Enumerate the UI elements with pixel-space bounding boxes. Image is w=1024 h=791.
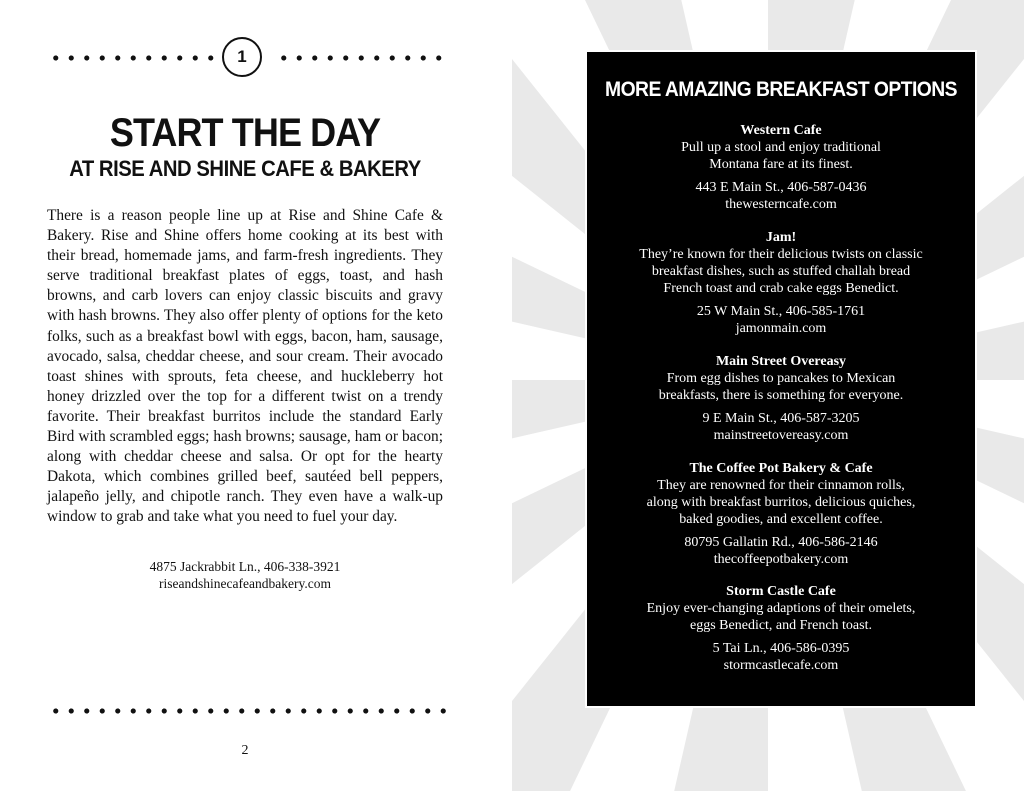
listing-website: mainstreetovereasy.com [713, 428, 849, 443]
listing-description-line: Enjoy ever-changing adaptions of their omelets, [646, 601, 916, 616]
panel-title: MORE AMAZING BREAKFAST OPTIONS [605, 78, 957, 101]
sidebar-panel [585, 50, 977, 708]
listing-name: Western Cafe [740, 123, 822, 138]
listing-website: jamonmain.com [735, 321, 827, 336]
listing-western-cafe [587, 122, 975, 213]
listing-description-line: eggs Benedict, and French toast. [690, 618, 872, 633]
listing-description-line: baked goodies, and excellent coffee. [679, 512, 883, 527]
listing-name: The Coffee Pot Bakery & Cafe [689, 461, 873, 476]
listing-address: 5 Tai Ln., 406-586-0395 [712, 641, 850, 656]
listing-address: 443 E Main St., 406-587-0436 [695, 180, 867, 195]
listing-storm-castle-cafe [587, 583, 975, 674]
listing-website: stormcastlecafe.com [723, 658, 839, 673]
listing-main-street-overeasy [587, 353, 975, 444]
right-page [512, 0, 1024, 791]
listing-description-line: along with breakfast burritos, delicious quiches, [646, 495, 916, 510]
page-number: 2 [241, 743, 249, 758]
listing-address: 9 E Main St., 406-587-3205 [702, 411, 860, 426]
listing-jam [587, 229, 975, 337]
listing-name: Main Street Overeasy [715, 354, 847, 369]
listing-description-line: They are renowned for their cinnamon rolls, [657, 478, 905, 493]
listing-website: thewesterncafe.com [725, 197, 837, 212]
listing-address: 80795 Gallatin Rd., 406-586-2146 [684, 535, 878, 550]
dotted-rule-left-segment [48, 55, 218, 61]
listing-description-line: French toast and crab cake eggs Benedict. [663, 281, 899, 296]
page-title: START THE DAY [109, 111, 381, 155]
featured-website: riseandshinecafeandbakery.com [159, 576, 331, 591]
listing-description-line: Pull up a stool and enjoy traditional [681, 140, 881, 155]
listing-description-line: breakfasts, there is something for everyone. [658, 388, 904, 403]
listing-description-line: From egg dishes to pancakes to Mexican [666, 371, 896, 386]
featured-address: 4875 Jackrabbit Ln., 406-338-3921 [149, 559, 341, 574]
listing-name: Storm Castle Cafe [726, 584, 836, 599]
page-subtitle: AT RISE AND SHINE CAFE & BAKERY [69, 156, 421, 181]
dotted-rule-bottom [48, 708, 446, 714]
listing-description-line: Montana fare at its finest. [709, 157, 853, 172]
chapter-number-badge: 1 [222, 37, 262, 77]
listing-description-line: breakfast dishes, such as stuffed challah bread [651, 264, 911, 279]
dotted-rule-segment [48, 708, 446, 714]
listing-name: Jam! [765, 230, 797, 245]
listing-website: thecoffeepotbakery.com [713, 552, 849, 567]
listing-coffee-pot-bakery [587, 460, 975, 568]
listing-description-line: They’re known for their delicious twists on classic [639, 247, 923, 262]
featured-contact [47, 558, 443, 592]
listing-address: 25 W Main St., 406-585-1761 [696, 304, 866, 319]
article-body: There is a reason people line up at Rise and Shine Cafe & Bakery. Rise and Shine offers home cooking at its best with their bread, homemade jams, and farm-fresh ingredients. They serve traditional breakfast plates of eggs, toast, and hash browns, and carb lovers can enjoy classic biscuits and gravy with hash browns. They also offer plenty of options for the keto folks, such as a breakfast bowl with eggs, bacon, ham, sausage, avocado, salsa, cheddar cheese, and sour cream. Their avocado toast shines with sprouts, feta cheese, and huckleberry hot honey drizzled over the top for a different twist on a trendy favorite. Their breakfast burritos include the standard Early Bird with scrambled eggs; hash browns; sausage, ham or bacon; along with cheddar cheese and salsa. Or opt for the hearty Dakota, which combines grilled beef, sautéed bell peppers, jalapeño jelly, and chipotle ranch. They even have a walk-up window to grab and take what you need to fuel your day. [47, 207, 443, 526]
dotted-rule-right-segment [276, 55, 446, 61]
